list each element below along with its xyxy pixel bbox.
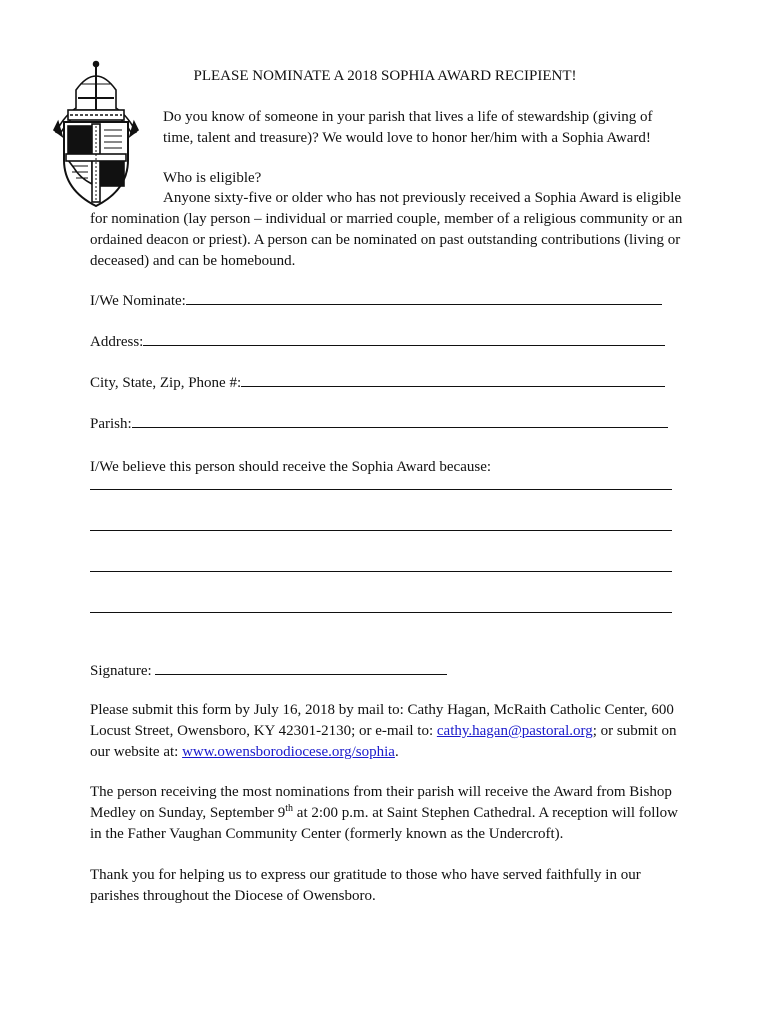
award-text-part-1: The person receiving the most nominations from their parish will receive the Award from Bishop Medley on Sunday, September 9: [90, 784, 672, 821]
ordinal-suffix: th: [285, 803, 294, 814]
nominee-input-line[interactable]: [186, 290, 662, 305]
eligibility-paragraph: Anyone sixty-five or older who has not previously received a Sophia Award is eligible for nomination (lay person – individual or married couple, member of a religious community or an ordained deacon or priest). A person can be nominated on past outstanding contributions (living or deceased) and can be homebound.: [90, 190, 683, 269]
reason-input-line-2[interactable]: [90, 530, 672, 531]
submission-instructions: [90, 700, 690, 763]
award-paragraph: [90, 782, 690, 845]
reason-label: I/We believe this person should receive the Sophia Award because:: [90, 459, 492, 475]
city-state-zip-phone-label: City, State, Zip, Phone #:: [90, 375, 242, 391]
parish-input-line[interactable]: [132, 413, 668, 428]
address-field-row: [90, 331, 665, 353]
city-state-zip-phone-field-row: [90, 372, 665, 394]
form-title: PLEASE NOMINATE A 2018 SOPHIA AWARD RECIPIENT!: [193, 68, 577, 84]
reason-input-line-3[interactable]: [90, 571, 672, 572]
city-state-zip-phone-input-line[interactable]: [241, 372, 665, 387]
email-link[interactable]: cathy.hagan@pastoral.org: [436, 723, 593, 739]
parish-field-row: [90, 413, 668, 435]
intro-paragraph: Do you know of someone in your parish that lives a life of stewardship (giving of time, talent and treasure)? We would love to honor her/him with a Sophia Award!: [163, 109, 653, 146]
address-label: Address:: [90, 334, 144, 350]
thank-you-paragraph: Thank you for helping us to express our gratitude to those who have served faithfully in our parishes throughout the Diocese of Owensboro.: [90, 867, 641, 904]
signature-field-row: [90, 660, 447, 682]
eligibility-heading: Who is eligible?: [163, 170, 262, 186]
award-text-part-2: at 2:00 p.m. at Saint Stephen Cathedral. A reception will follow in the Father Vaughan Community Center (formerly known as the Undercroft).: [90, 805, 678, 842]
address-input-line[interactable]: [143, 331, 665, 346]
parish-label: Parish:: [90, 416, 132, 432]
submission-text-part-2: ; or submit on our website at:: [90, 723, 677, 760]
reason-input-line-4[interactable]: [90, 612, 672, 613]
nominee-field-row: [90, 290, 662, 312]
submission-text-part-1: Please submit this form by July 16, 2018 by mail to: Cathy Hagan, McRaith Catholic Center, 600 Locust Street, Owensboro, KY 42301-2130; or e-mail to:: [90, 702, 674, 739]
nominee-label: I/We Nominate:: [90, 293, 186, 309]
submission-text-part-3: .: [394, 744, 399, 760]
reason-input-line-1[interactable]: [90, 489, 672, 490]
signature-label: Signature:: [90, 663, 152, 679]
website-link[interactable]: www.owensborodiocese.org/sophia: [182, 744, 395, 760]
signature-input-line[interactable]: [155, 660, 447, 675]
